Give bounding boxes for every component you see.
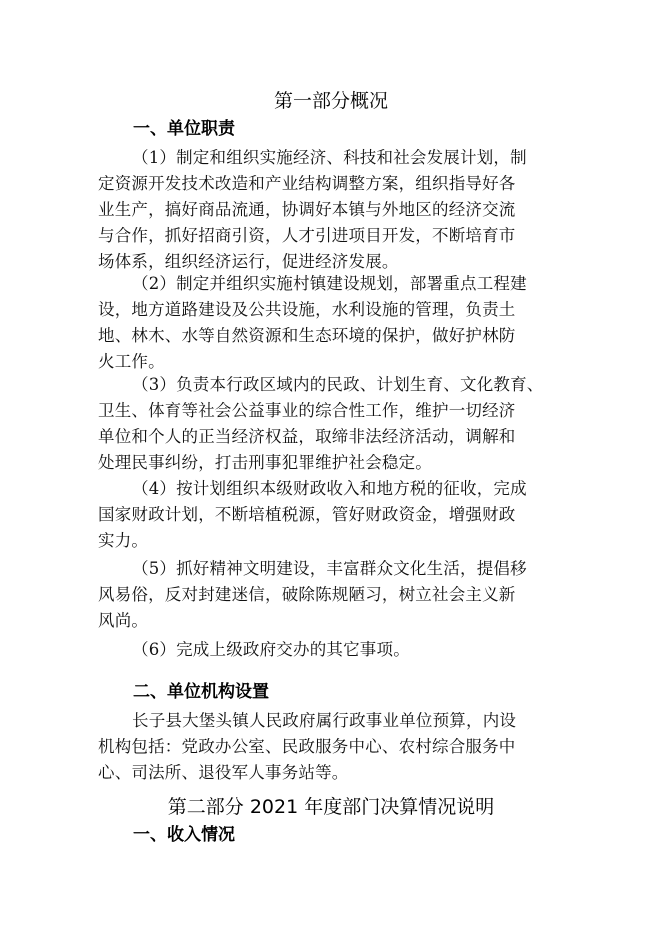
text-line: （1）制定和组织实施经济、科技和社会发展计划，制 (132, 148, 527, 167)
text-line: 卫生、体育等社会公益事业的综合性工作，维护一切经济 (98, 401, 516, 420)
text-line: 风尚。 (98, 611, 149, 630)
duty-paragraph-6 (98, 637, 576, 663)
text-line: 国家财政计划，不断培植税源，管好财政资金，增强财政 (98, 505, 516, 524)
text-line: 单位和个人的正当经济权益，取缔非法经济活动，调解和 (98, 427, 516, 446)
text-line: 定资源开发技术改造和产业结构调整方案，组织指导好各 (98, 174, 516, 193)
duty-paragraph-1 (98, 145, 576, 275)
text-line: 业生产，搞好商品流通，协调好本镇与外地区的经济交流 (98, 200, 516, 219)
duty-paragraph-3 (98, 372, 576, 476)
text-line: （6）完成上级政府交办的其它事项。 (132, 640, 410, 659)
text-line: （3）负责本行政区域内的民政、计划生育、文化教育、 (132, 375, 544, 394)
text-line: 机构包括：党政办公室、民政服务中心、农村综合服务中 (98, 737, 516, 756)
duty-paragraph-5 (98, 556, 576, 634)
text-line: 风易俗，反对封建迷信，破除陈规陋习，树立社会主义新 (98, 585, 516, 604)
section-heading-organization: 二、单位机构设置 (133, 682, 269, 702)
duty-paragraph-2 (98, 271, 576, 375)
text-line: 场体系，组织经济运行，促进经济发展。 (98, 252, 399, 271)
text-line: （5）抓好精神文明建设，丰富群众文化生活，提倡移 (132, 559, 527, 578)
part1-title: 第一部分概况 (273, 90, 388, 112)
text-line: 火工作。 (98, 352, 165, 371)
text-line: 设，地方道路建设及公共设施，水利设施的管理，负责土 (98, 300, 516, 319)
text-line: 实力。 (98, 531, 149, 550)
part2-title: 第二部分 2021 年度部门决算情况说明 (167, 796, 495, 818)
text-line: （2）制定并组织实施村镇建设规划，部署重点工程建 (132, 274, 527, 293)
section-heading-duties: 一、单位职责 (133, 119, 235, 139)
org-paragraph (98, 708, 576, 786)
text-line: 处理民事纠纷，打击刑事犯罪维护社会稳定。 (98, 453, 432, 472)
text-line: 心、司法所、退役军人事务站等。 (98, 763, 349, 782)
text-line: 地、林木、水等自然资源和生态环境的保护，做好护林防 (98, 326, 516, 345)
duty-paragraph-4 (98, 476, 576, 554)
text-line: 长子县大堡头镇人民政府属行政事业单位预算，内设 (132, 711, 517, 730)
section-heading-income: 一、收入情况 (133, 825, 235, 845)
text-line: （4）按计划组织本级财政收入和地方税的征收，完成 (132, 479, 527, 498)
text-line: 与合作，抓好招商引资，人才引进项目开发，不断培育市 (98, 226, 516, 245)
